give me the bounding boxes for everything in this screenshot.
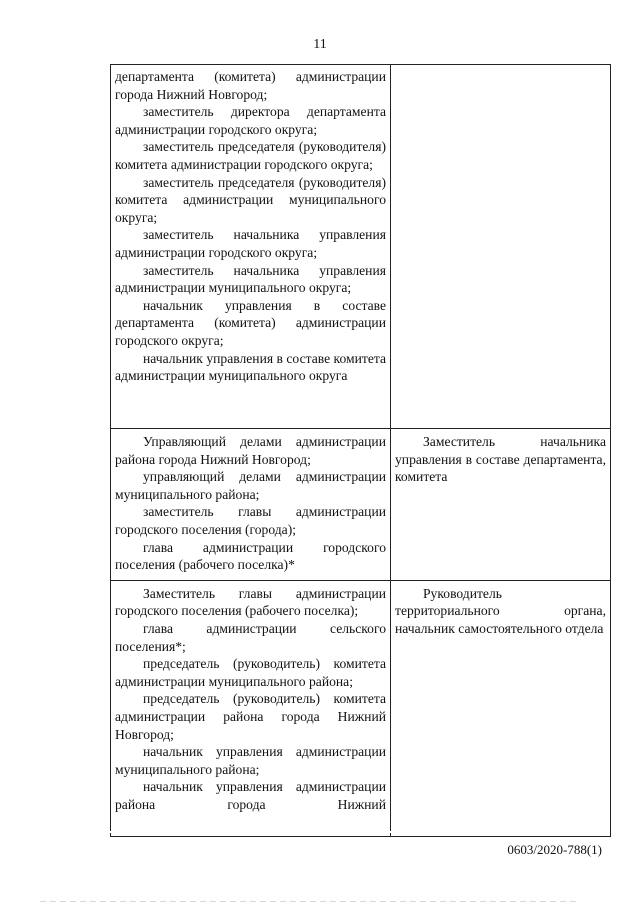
position-entry: Заместитель главы администрации городского поселения (рабочего поселка); [115, 585, 386, 619]
positions-table [110, 64, 611, 837]
page-number: 11 [313, 37, 327, 52]
left-cell [111, 580, 391, 836]
equivalent-position: Руководитель территориального органа, начальник самостоятельного отдела [395, 585, 606, 636]
left-cell [111, 65, 391, 429]
table-row [111, 429, 611, 581]
position-entry: заместитель начальника управления администрации муниципального округа; [115, 262, 386, 296]
table-row [111, 65, 611, 429]
position-entry: председатель (руководитель) комитета администрации муниципального района; [115, 656, 386, 689]
position-entry: управляющий делами администрации муниципального района; [115, 469, 386, 502]
position-entry: начальник управления в составе комитета администрации муниципального округа [115, 350, 386, 384]
position-entry: заместитель председателя (руководителя) комитета администрации городского округа; [115, 139, 386, 172]
position-entry: глава администрации сельского поселения*; [115, 620, 386, 654]
position-entry: заместитель председателя (руководителя) комитета администрации муниципального округа; [115, 174, 386, 225]
right-cell [391, 65, 611, 429]
position-entry: департамента (комитета) администрации города Нижний Новгород; [115, 69, 386, 102]
right-cell [391, 429, 611, 581]
position-entry: заместитель главы администрации городского поселения (города); [115, 504, 386, 537]
equivalent-position: Заместитель начальника управления в составе департамента, комитета [395, 434, 606, 485]
right-cell [391, 580, 611, 836]
scan-artifact-line [40, 901, 580, 902]
table-row [111, 580, 611, 836]
position-entry: начальник управления в составе департамента (комитета) администрации городского округа; [115, 297, 386, 348]
position-entry: начальник управления администрации муниципального района; [115, 744, 386, 777]
position-entry: глава администрации городского поселения (рабочего поселка)* [115, 539, 386, 573]
table-bottom-cut [110, 831, 610, 833]
document-code: 0603/2020-788(1) [507, 842, 602, 857]
left-cell [111, 429, 391, 581]
position-entry: заместитель директора департамента администрации городского округа; [115, 104, 386, 137]
position-entry: заместитель начальника управления администрации городского округа; [115, 227, 386, 260]
position-entry: Управляющий делами администрации района города Нижний Новгород; [115, 434, 386, 467]
position-entry: начальник управления администрации района города Нижний [115, 779, 386, 812]
position-entry: председатель (руководитель) комитета администрации района города Нижний Новгород; [115, 691, 386, 742]
